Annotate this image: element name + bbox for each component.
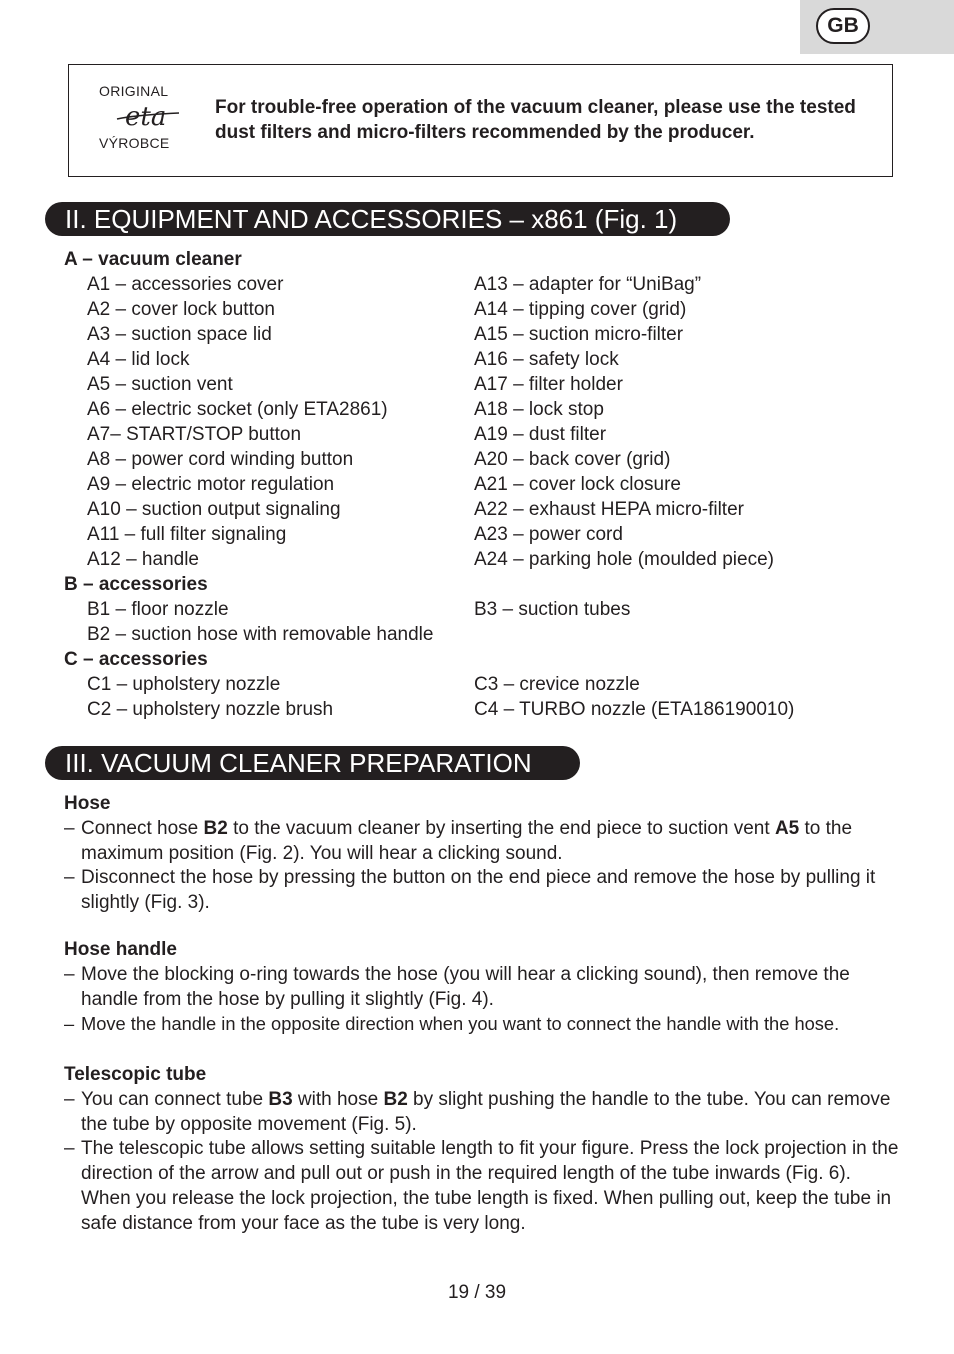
list-item: A8 – power cord winding button bbox=[87, 449, 354, 470]
logo-bottom-text: VÝROBCE bbox=[99, 135, 170, 151]
original-eta-logo bbox=[95, 81, 189, 157]
list-item: A1 – accessories cover bbox=[87, 274, 284, 295]
eta-logo-icon bbox=[115, 95, 185, 135]
list-item: A20 – back cover (grid) bbox=[474, 449, 671, 470]
page-number: 19 / 39 bbox=[447, 1282, 507, 1303]
list-item: A21 – cover lock closure bbox=[474, 474, 681, 495]
list-item: A3 – suction space lid bbox=[87, 324, 272, 345]
list-item: A23 – power cord bbox=[474, 524, 623, 545]
list-item: C2 – upholstery nozzle brush bbox=[87, 699, 334, 720]
list-item: C1 – upholstery nozzle bbox=[87, 674, 281, 695]
list-item: A16 – safety lock bbox=[474, 349, 619, 370]
hose-handle-instruction-remove: – Move the blocking o-ring towards the hose (you will hear a clicking sound), then remove the handle from the hose by pulling it slightly (Fig. 4). bbox=[64, 963, 904, 1013]
logo-word: eta bbox=[125, 102, 167, 132]
group-c-heading: C – accessories bbox=[64, 649, 208, 670]
list-item: B1 – floor nozzle bbox=[87, 599, 229, 620]
list-item: A6 – electric socket (only ETA2861) bbox=[87, 399, 388, 420]
hose-instruction-connect: – Connect hose B2 to the vacuum cleaner by inserting the end piece to suction vent A5 to the maximum position (Fig. 2). You will hear a clicking sound. bbox=[64, 817, 904, 867]
list-item: B3 – suction tubes bbox=[474, 599, 631, 620]
list-item: A14 – tipping cover (grid) bbox=[474, 299, 687, 320]
hose-block bbox=[64, 792, 904, 916]
language-badge: GB bbox=[816, 8, 870, 44]
list-item: C4 – TURBO nozzle (ETA186190010) bbox=[474, 699, 795, 720]
list-item: A15 – suction micro-filter bbox=[474, 324, 684, 345]
list-item: A12 – handle bbox=[87, 549, 199, 570]
list-item: A9 – electric motor regulation bbox=[87, 474, 335, 495]
list-item: C3 – crevice nozzle bbox=[474, 674, 640, 695]
list-item: A18 – lock stop bbox=[474, 399, 604, 420]
list-item: B2 – suction hose with removable handle bbox=[87, 624, 434, 645]
logo-top-text: ORIGINAL bbox=[99, 83, 169, 99]
group-a-heading: A – vacuum cleaner bbox=[64, 249, 242, 270]
hose-heading: Hose bbox=[64, 793, 111, 814]
list-item: A17 – filter holder bbox=[474, 374, 623, 395]
telescopic-instruction-adjust: – The telescopic tube allows setting suitable length to fit your figure. Press the lock projection in the direction of the arrow and pull out or push in the required length of the tube inwards (Fig. 6). When you release the lock projection, the tube length is fixed. When pulling out, keep the tube in safe distance from your face as the tube is very long. bbox=[64, 1137, 904, 1236]
list-item: A24 – parking hole (moulded piece) bbox=[474, 549, 774, 570]
telescopic-tube-block bbox=[64, 1063, 904, 1237]
list-item: A4 – lid lock bbox=[87, 349, 190, 370]
list-item: A7– START/STOP button bbox=[87, 424, 302, 445]
section-heading-preparation: III. VACUUM CLEANER PREPARATION bbox=[45, 746, 580, 780]
list-item: A19 – dust filter bbox=[474, 424, 607, 445]
list-item: A13 – adapter for “UniBag” bbox=[474, 274, 702, 295]
list-item: A22 – exhaust HEPA micro-filter bbox=[474, 499, 744, 520]
section-heading-equipment: II. EQUIPMENT AND ACCESSORIES – x861 (Fig. 1) bbox=[45, 202, 730, 236]
notice-text: For trouble-free operation of the vacuum cleaner, please use the tested dust filters and micro-filters recommended by the producer. bbox=[215, 97, 856, 143]
list-item: A10 – suction output signaling bbox=[87, 499, 341, 520]
notice-box bbox=[68, 64, 893, 177]
list-item: A11 – full filter signaling bbox=[87, 524, 287, 545]
hose-instruction-disconnect: – Disconnect the hose by pressing the button on the end piece and remove the hose by pulling it slightly (Fig. 3). bbox=[64, 866, 904, 916]
group-b-heading: B – accessories bbox=[64, 574, 208, 595]
hose-handle-block bbox=[64, 938, 904, 1037]
list-item: A2 – cover lock button bbox=[87, 299, 275, 320]
hose-handle-heading: Hose handle bbox=[64, 939, 177, 960]
list-item: A5 – suction vent bbox=[87, 374, 233, 395]
telescopic-instruction-connect: – You can connect tube B3 with hose B2 by slight pushing the handle to the tube. You can remove the tube by opposite movement (Fig. 5). bbox=[64, 1088, 904, 1138]
hose-handle-instruction-connect: – Move the handle in the opposite direction when you want to connect the handle with the hose. bbox=[64, 1012, 904, 1037]
telescopic-tube-heading: Telescopic tube bbox=[64, 1064, 207, 1085]
